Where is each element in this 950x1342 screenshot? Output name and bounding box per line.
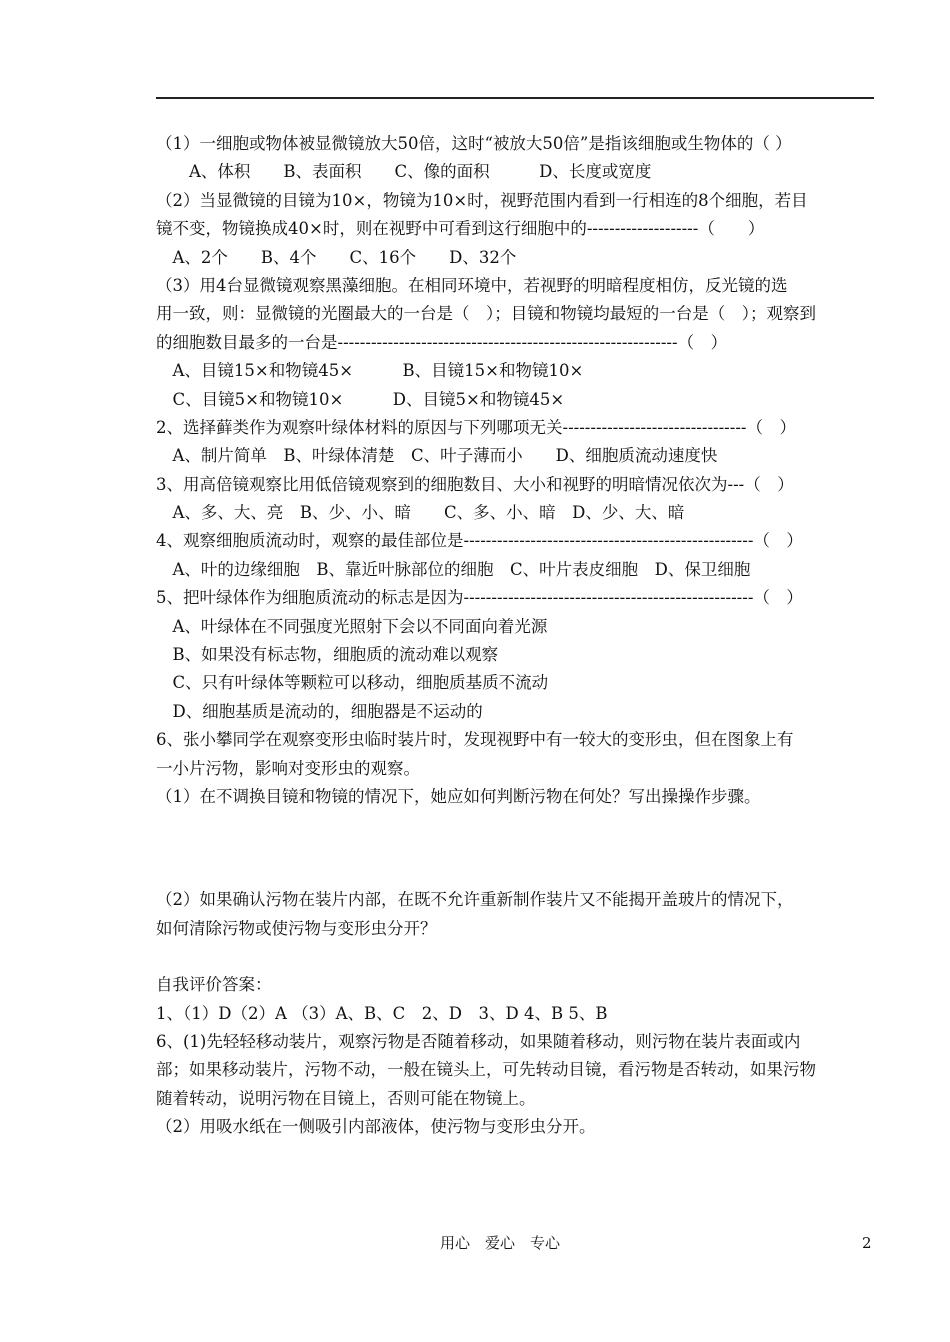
text-line: A、体积 B、表面积 C、像的面积 D、长度或宽度 <box>156 162 652 182</box>
text-line: A、制片简单 B、叶绿体清楚 C、叶子薄而小 D、细胞质流动速度快 <box>156 446 718 466</box>
text-line: （2）用吸水纸在一侧吸引内部液体，使污物与变形虫分开。 <box>156 1117 596 1137</box>
text-line: 一小片污物，影响对变形虫的观察。 <box>156 758 420 778</box>
text-line: 4、观察细胞质流动时，观察的最佳部位是----------------------------------------------------（ ） <box>156 531 803 551</box>
text-line: 用一致，则：显微镜的光圈最大的一台是（ ）；目镜和物镜均最短的一台是（ ）；观察到 <box>156 304 816 324</box>
text-line: （2）当显微镜的目镜为10×，物镜为10×时，视野范围内看到一行相连的8个细胞，若目 <box>156 190 808 210</box>
text-line: （1）在不调换目镜和物镜的情况下，她应如何判断污物在何处？写出操操作步骤。 <box>156 786 761 806</box>
footer-slogan: 用心 爱心 专心 <box>440 1234 561 1252</box>
text-line: A、叶绿体在不同强度光照射下会以不同面向着光源 <box>156 616 548 636</box>
text-line: （2）如果确认污物在装片内部，在既不允许重新制作装片又不能揭开盖玻片的情况下， <box>156 890 794 910</box>
text-line: 1、（1）D（2）A （3）A、B、C 2、D 3、D 4、B 5、B <box>156 1003 608 1023</box>
text-line: 部；如果移动装片，污物不动，一般在镜头上，可先转动目镜，看污物是否转动，如果污物 <box>156 1060 816 1080</box>
text-line: 2、选择藓类作为观察叶绿体材料的原因与下列哪项无关---------------------------------（ ） <box>156 417 796 437</box>
text-line: A、叶的边缘细胞 B、靠近叶脉部位的细胞 C、叶片表皮细胞 D、保卫细胞 <box>156 559 751 579</box>
text-line: 镜不变，物镜换成40×时，则在视野中可看到这行细胞中的--------------------（ ） <box>156 219 765 239</box>
text-line: 5、把叶绿体作为细胞质流动的标志是因为----------------------------------------------------（ ） <box>156 588 803 608</box>
text-line: 6、(1)先轻轻移动装片，观察污物是否随着移动，如果随着移动，则污物在装片表面或内 <box>156 1031 801 1051</box>
text-line: B、如果没有标志物，细胞质的流动难以观察 <box>156 645 499 665</box>
text-line: （3）用4台显微镜观察黑藻细胞。在相同环境中，若视野的明暗程度相仿，反光镜的选 <box>156 275 788 295</box>
text-line: （1）一细胞或物体被显微镜放大50倍，这时“被放大50倍”是指该细胞或生物体的（ ） <box>156 134 792 153</box>
text-line: C、目镜5×和物镜10× D、目镜5×和物镜45× <box>156 389 565 409</box>
answer-heading: 自我评价答案： <box>156 975 272 995</box>
document-body <box>156 130 874 1142</box>
answer-space <box>156 811 874 886</box>
text-line: 6、张小攀同学在观察变形虫临时装片时，发现视野中有一较大的变形虫，但在图象上有 <box>156 730 794 750</box>
text-line: 如何清除污物或使污物与变形虫分开？ <box>156 918 437 938</box>
text-line: 3、用高倍镜观察比用低倍镜观察到的细胞数目、大小和视野的明暗情况依次为---（ ） <box>156 474 794 494</box>
text-line: 的细胞数目最多的一台是-------------------------------------------------------------（ ） <box>156 332 728 352</box>
text-line: A、目镜15×和物镜45× B、目镜15×和物镜10× <box>156 361 584 381</box>
text-line: A、2个 B、4个 C、16个 D、32个 <box>156 247 517 267</box>
page-number: 2 <box>862 1234 872 1252</box>
header-rule <box>156 97 874 99</box>
text-line: A、多、大、亮 B、少、小、暗 C、多、小、暗 D、少、大、暗 <box>156 503 685 523</box>
text-line: D、细胞基质是流动的，细胞器是不运动的 <box>156 701 483 721</box>
text-line: 随着转动，说明污物在目镜上，否则可能在物镜上。 <box>156 1088 536 1108</box>
blank-gap <box>156 943 874 971</box>
text-line: C、只有叶绿体等颗粒可以移动，细胞质基质不流动 <box>156 673 549 693</box>
